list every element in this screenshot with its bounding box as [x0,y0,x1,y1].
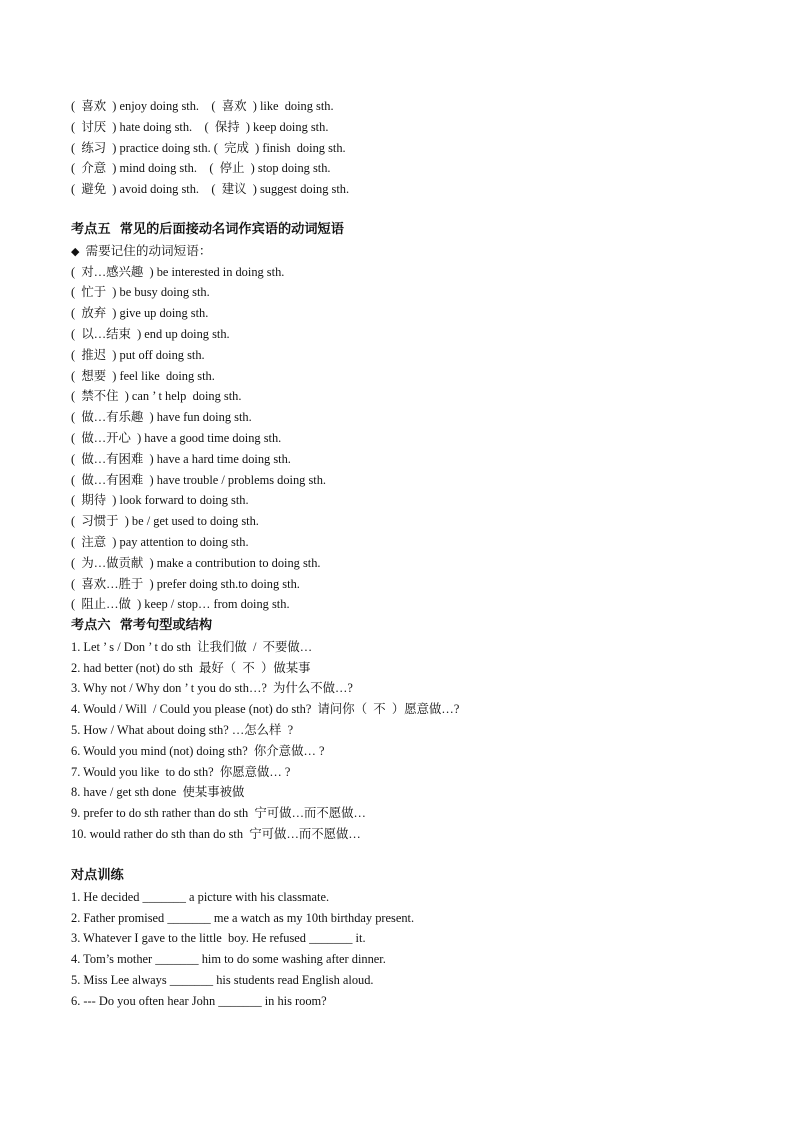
structure-item: 9. prefer to do sth rather than do sth 宁可做…而不愿做… [71,806,366,821]
section-six-title: 考点六 常考句型或结构 [71,618,213,633]
verb-pair-line: ( 喜欢 ) enjoy doing sth. ( 喜欢 ) like doing sth. [71,99,334,113]
practice-question: 1. He decided _______ a picture with his classmate. [71,889,330,904]
phrase-item: ( 期待 ) look forward to doing sth. [71,493,249,508]
structure-item: 5. How / What about doing sth? …怎么样 ? [71,722,294,737]
verb-pairs-list [71,96,751,200]
phrase-item: ( 以…结束 ) end up doing sth. [71,326,230,341]
structure-item: 2. had better (not) do sth 最好（ 不 ）做某事 [71,660,311,675]
practice-title: 对点训练 [71,868,124,883]
phrase-item: ( 喜欢…胜于 ) prefer doing sth.to doing sth. [71,576,300,591]
section-six [71,616,751,845]
phrase-item: ( 忙于 ) be busy doing sth. [71,285,210,300]
phrase-item: ( 推迟 ) put off doing sth. [71,347,205,362]
structure-item: 7. Would you like to do sth? 你愿意做… ? [71,764,291,779]
verb-pair-line: ( 避免 ) avoid doing sth. ( 建议 ) suggest doing sth. [71,182,350,197]
phrase-item: ( 想要 ) feel like doing sth. [71,368,215,383]
practice-section [71,866,751,1012]
verb-pair-line: ( 介意 ) mind doing sth. ( 停止 ) stop doing sth. [71,161,331,176]
section-five [71,220,751,615]
structure-item: 3. Why not / Why don ’ t you do sth…? 为什么不做…? [71,681,353,696]
section-five-title: 考点五 常见的后面接动名词作宾语的动词短语 [71,222,344,237]
section-five-subtitle [71,241,751,262]
verb-pair-line: ( 讨厌 ) hate doing sth. ( 保持 ) keep doing sth. [71,119,329,134]
practice-question: 2. Father promised _______ me a watch as my 10th birthday present. [71,910,415,925]
subtitle-text: 需要记住的动词短语： [85,242,212,258]
structure-item: 4. Would / Will / Could you please (not) do sth? 请问你（ 不 ）愿意做…? [71,702,460,717]
phrase-item: ( 做…有困难 ) have trouble / problems doing sth. [71,472,327,487]
phrase-item: ( 阻止…做 ) keep / stop… from doing sth. [71,597,290,612]
phrase-item: ( 习惯于 ) be / get used to doing sth. [71,514,259,529]
phrase-item: ( 为…做贡献 ) make a contribution to doing sth. [71,555,321,570]
phrase-item: ( 做…有乐趣 ) have fun doing sth. [71,410,252,425]
phrase-item: ( 对…感兴趣 ) be interested in doing sth. [71,264,285,279]
practice-question: 3. Whatever I gave to the little boy. He refused _______ it. [71,931,366,946]
structure-item: 8. have / get sth done 使某事被做 [71,785,245,800]
practice-question: 4. Tom’s mother _______ him to do some washing after dinner. [71,952,386,967]
phrase-item: ( 注意 ) pay attention to doing sth. [71,534,249,549]
structure-item: 1. Let ’ s / Don ’ t do sth 让我们做 / 不要做… [71,639,313,654]
practice-question: 6. --- Do you often hear John _______ in his room? [71,993,327,1008]
phrase-item: ( 禁不住 ) can ’ t help doing sth. [71,389,242,404]
phrase-item: ( 做…有困难 ) have a hard time doing sth. [71,451,291,466]
diamond-bullet-icon: ◆ [71,244,80,258]
verb-pair-line: ( 练习 ) practice doing sth. ( 完成 ) finish doing sth. [71,140,346,155]
practice-question: 5. Miss Lee always _______ his students read English aloud. [71,972,374,987]
structure-item: 10. would rather do sth than do sth 宁可做…而不愿做… [71,826,361,841]
phrase-item: ( 放弃 ) give up doing sth. [71,306,209,321]
phrase-item: ( 做…开心 ) have a good time doing sth. [71,430,282,445]
structure-item: 6. Would you mind (not) doing sth? 你介意做… ? [71,743,325,758]
